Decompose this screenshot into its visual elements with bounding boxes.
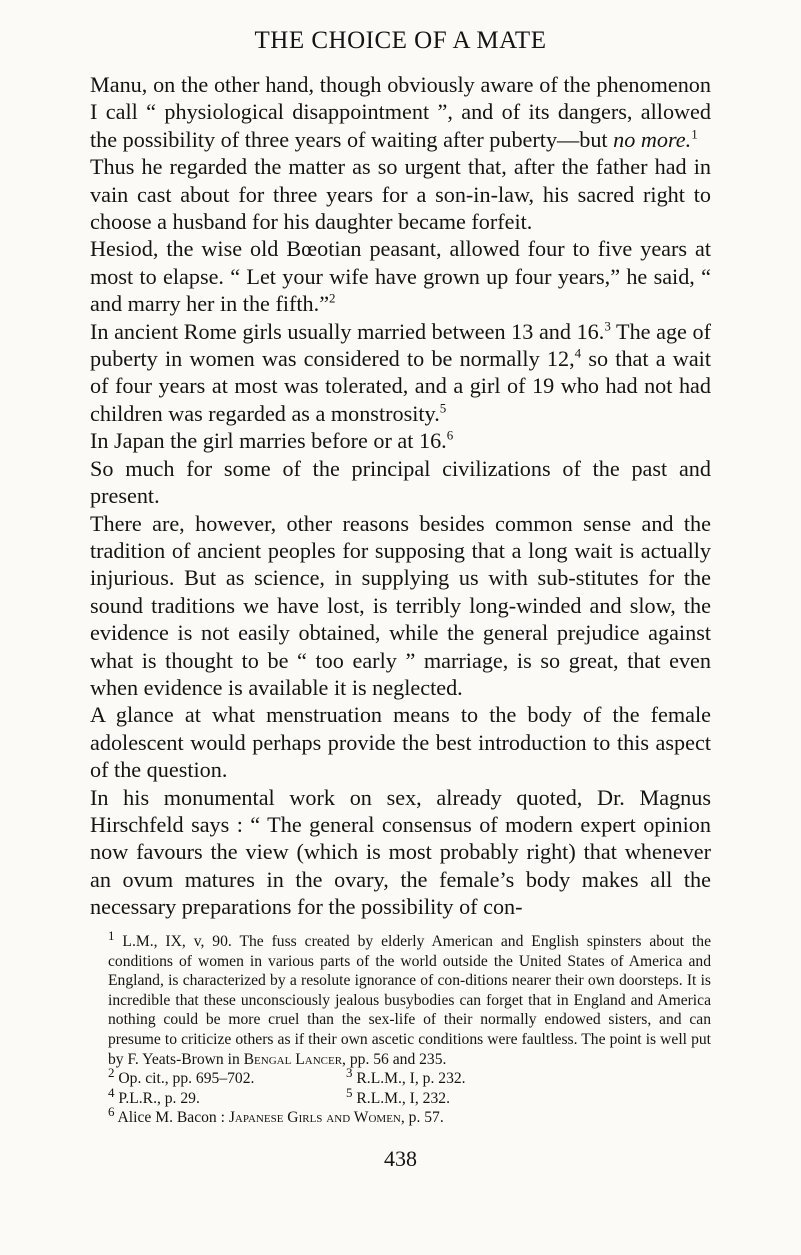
emphasis-text: no more. (613, 126, 692, 152)
paragraph: In his monumental work on sex, already quoted, Dr. Magnus Hirschfeld says : “ The general consensus of modern expert opinion now favours the view (which is most probably right) that whenever an ovum matures in the ovary, the female’s body makes all the necessary preparations for the possibility of con- (90, 784, 711, 920)
footnote-title: Bengal Lancer (243, 1050, 343, 1068)
paragraph-text: In Japan the girl marries before or at 16. (90, 428, 447, 454)
paragraph: There are, however, other reasons besides common sense and the tradition of ancient peoples for supposing that a long wait is actually injurious. But as science, in supplying us with sub-stitutes for the sound traditions we have lost, is terribly long-winded and slow, the evidence is not easily obtained, while the general prejudice against what is thought to be “ too early ” marriage, is so great, that even when evidence is available it is neglected. (90, 510, 711, 700)
footnote-ref: 5 (439, 400, 447, 416)
footnote-mark: 4 (108, 1084, 115, 1100)
footnotes (90, 927, 711, 1128)
footnote-ref: 2 (329, 290, 336, 306)
paragraph (90, 235, 711, 317)
footnote-mark: 6 (108, 1104, 115, 1120)
footnote-ref: 3 (604, 318, 611, 334)
footnote (90, 927, 711, 1069)
footnote-mark: 3 (346, 1064, 353, 1080)
footnote-ref: 1 (691, 126, 698, 142)
paragraph-text: In ancient Rome girls usually married between 13 and 16. (90, 318, 605, 344)
footnote-mark: 5 (346, 1084, 353, 1100)
footnote (346, 1084, 450, 1109)
paragraph: Thus he regarded the matter as so urgent that, after the father had in vain cast about for three years for a son-in-law, his sacred right to choose a husband for his daughter became forfeit. (90, 154, 711, 235)
footnote (346, 1064, 466, 1089)
footnote (108, 1064, 346, 1089)
footnote-ref: 6 (446, 427, 454, 443)
footnote-mark: 1 (108, 927, 115, 943)
paragraph (90, 318, 711, 428)
paragraph: A glance at what menstruation means to the body of the female adolescent would perhaps provide the best introduction to this aspect of the question. (90, 702, 711, 783)
footnote-text: R.L.M., I, p. 232. (352, 1070, 466, 1088)
footnote-text: , pp. 56 and 235. (342, 1050, 447, 1068)
footnote (108, 1084, 346, 1109)
paragraph-text: Hesiod, the wise old Bœotian peasant, allowed four to five years at most to elapse. “ Let your wife have grown up four years,” he said, “ and marry her in the fifth.” (90, 236, 711, 317)
footnote-text: R.L.M., I, 232. (352, 1089, 450, 1107)
paragraph-text: The age of puberty in women was considered to be normally 12, (90, 318, 711, 372)
footnote-text: P.L.R., p. 29. (114, 1089, 200, 1107)
paragraph (90, 427, 711, 454)
footnote-pair (90, 1064, 711, 1089)
footnote-title: Japanese Girls and Women (228, 1109, 401, 1127)
page-number: 438 (384, 1146, 417, 1171)
footnote-text: , p. 57. (400, 1109, 444, 1127)
running-head: THE CHOICE OF A MATE (254, 27, 547, 54)
paragraph-text: Manu, on the other hand, though obviously aware of the phenomenon I call “ physiological disappointment ”, and of its dangers, allowed the possibility of three years of waiting after puberty—but (90, 72, 711, 152)
footnote-ref: 4 (574, 345, 582, 361)
footnote-text: Op. cit., pp. 695–702. (114, 1070, 255, 1088)
footnote-mark: 2 (108, 1064, 115, 1080)
footnote-text: L.M., IX, v, 90. The fuss created by elderly American and English spinsters about the conditions of women in various parts of the world outside the United States of America and England, is characterized by a resolute ignorance of con-ditions nearer their own doorsteps. It is incredible that these unconsciously jealous busybodies can forget that in England and America nothing could be more cruel than the sex-life of their normally endowed sisters, and can presume to criticize others as if their own ascetic conditions were faultless. The point is well put by F. Yeats-Brown in (108, 933, 711, 1068)
footnote-pair (90, 1084, 711, 1109)
paragraph (90, 71, 711, 153)
paragraph: So much for some of the principal civilizations of the past and present. (90, 455, 711, 509)
footnote (90, 1104, 711, 1128)
body-text (90, 71, 711, 921)
paragraph-text: so that a wait of four years at most was tolerated, and a girl of 19 who had not had children was regarded as a monstrosity. (90, 346, 711, 426)
footnote-text: Alice M. Bacon : (114, 1109, 229, 1127)
